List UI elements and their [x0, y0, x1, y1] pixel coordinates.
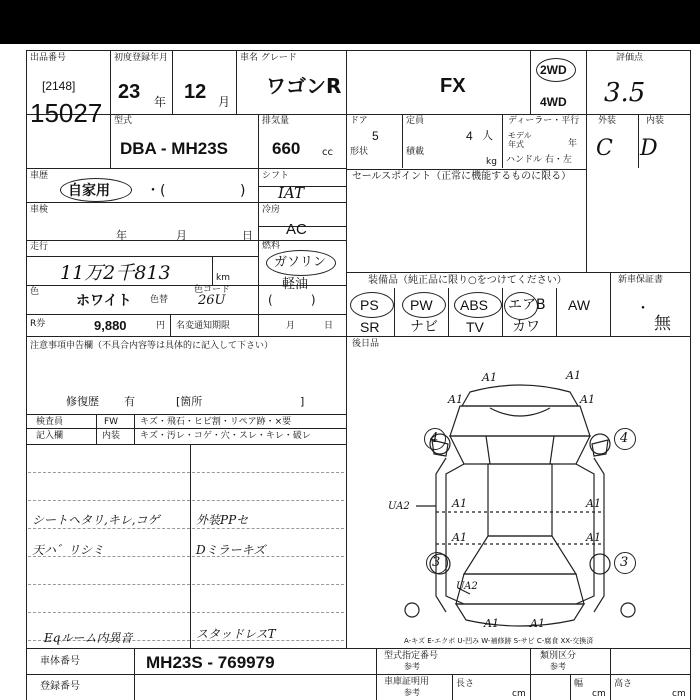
month-char: 月: [218, 95, 231, 109]
color-label: 色: [30, 287, 40, 297]
color-change-label: 色替: [150, 295, 169, 305]
doors: 5: [372, 129, 379, 143]
equipment-label: 装備品（純正品に限り○をつけてください）: [368, 275, 567, 286]
lot-number: 15027: [30, 98, 103, 128]
damage-mark-10: UA2: [456, 581, 478, 592]
type-spec-label: 型式指定番号: [384, 651, 439, 661]
history-rest: ・(: [146, 183, 166, 199]
equip-sr: SR: [360, 319, 380, 335]
displacement-value: 660: [272, 139, 301, 158]
note-line1: シートヘタリ,キレ,コゲ: [32, 513, 160, 527]
type-spec-ref: 参考: [404, 662, 420, 671]
circled-mark-3: 3: [432, 555, 441, 570]
model-name: ワゴンR: [266, 74, 342, 98]
tax-month: 月: [286, 321, 296, 331]
equip-ps: PS: [360, 297, 379, 313]
damage-mark-7: UA2: [388, 501, 410, 512]
door-label: ドア: [350, 116, 368, 126]
inspection-month: 月: [176, 229, 187, 242]
year-char: 年: [154, 95, 167, 109]
shift-value: IAT: [278, 184, 304, 202]
drive-4wd: 4WD: [540, 95, 567, 109]
equip-aw: AW: [568, 297, 591, 313]
garage-cert-ref: 参考: [404, 688, 420, 697]
width-unit: cm: [592, 689, 606, 699]
damage-mark-9: A1: [586, 531, 601, 544]
inspection-year: 年: [116, 229, 127, 242]
exterior-grade: C: [596, 136, 613, 161]
reg-number-label: 登録番号: [40, 681, 80, 692]
exterior-label: 外装: [598, 116, 617, 126]
history-paren-close: ): [240, 183, 246, 199]
damage-mark-3: A1: [448, 393, 463, 406]
damage-mark-12: A1: [530, 617, 545, 630]
note-line3: Eqルーム内異音: [44, 631, 133, 645]
lot-label: 出品番号: [30, 53, 67, 63]
circled-mark-4-ring: [614, 552, 636, 574]
width-label: 幅: [574, 679, 584, 689]
recycle-label: R券: [30, 319, 46, 329]
inspection-day: 日: [242, 229, 253, 242]
capacity-unit: 人: [482, 129, 493, 142]
length-label: 長さ: [456, 679, 475, 689]
inspector-fw: FW: [104, 417, 119, 427]
damage-mark-8: A1: [452, 531, 467, 544]
equip-pw: PW: [410, 297, 433, 313]
shape-label: 形状: [350, 147, 369, 157]
equip-leather: カワ: [512, 319, 540, 335]
interior-label: 内装: [646, 116, 665, 126]
score-label: 評価点: [616, 53, 644, 63]
inspector-label-1: 検査員: [36, 417, 64, 427]
category-label: 類別区分: [540, 651, 577, 661]
grade: FX: [440, 75, 466, 97]
fuel-label: 燃料: [262, 241, 281, 251]
inspector-label-2: 記入欄: [36, 431, 64, 441]
repair-location: [箇所: [176, 395, 203, 408]
equip-airbag: エアB: [508, 297, 546, 313]
rear-seat-label: 後日品: [352, 339, 380, 349]
fuel-alt: 軽油: [282, 277, 309, 292]
chassis-value: MH23S - 769979: [146, 653, 275, 672]
damage-mark-5: A1: [452, 497, 467, 510]
recycle-value: 9,880: [94, 318, 127, 333]
reg-year: 23: [118, 81, 141, 103]
color-code-label: 色コード: [194, 285, 231, 295]
damage-mark-6: A1: [586, 497, 601, 510]
drive-2wd: 2WD: [540, 63, 567, 77]
inspection-label: 車検: [30, 205, 49, 215]
recycle-yen: 円: [156, 321, 166, 331]
top-black-bar: [0, 0, 700, 44]
garage-cert-label: 車庫証明用: [384, 677, 430, 687]
interior-grade: D: [640, 136, 658, 161]
note-line3b: スタッドレスT: [196, 627, 276, 641]
lot-small: [2148]: [42, 79, 76, 93]
km-unit: km: [216, 273, 230, 283]
circled-mark-1-ring: [424, 428, 446, 450]
sales-points-label: セールスポイント（正常に機能するものに限る）: [352, 171, 572, 182]
handle-label: ハンドル 右・左: [506, 155, 572, 165]
height-unit: cm: [672, 689, 686, 699]
circled-mark-4: 3: [620, 555, 629, 570]
color-code: 26U: [198, 293, 226, 308]
mileage-value: 11万2千813: [60, 262, 171, 284]
fuel-value: ガソリン: [274, 255, 327, 270]
damage-mark-2: A1: [566, 369, 581, 382]
car-diagram: [0, 44, 700, 700]
equip-abs: ABS: [460, 297, 489, 313]
repair-label: 修復歴: [66, 395, 99, 408]
repair-value: 有: [124, 395, 135, 408]
warranty-label: 新車保証書: [618, 275, 664, 285]
model-year-char: 年: [568, 139, 578, 149]
score-value: 3.5: [604, 78, 646, 108]
circled-mark-2-ring: [614, 428, 636, 450]
shift-label: シフト: [262, 171, 290, 181]
note-line2: 天ハ゛リシミ: [32, 543, 105, 557]
ac-label: 冷房: [262, 205, 281, 215]
model-year-label: モデル 年式: [508, 131, 532, 149]
note-line2b: Dミラーキズ: [196, 543, 266, 557]
chassis-label: 車体番号: [40, 656, 80, 667]
damage-legend: A-キズ E-エクボ U-凹み W-補修跡 S-サビ C-腐食 XX-交換済: [404, 637, 594, 645]
category-ref: 参考: [550, 662, 566, 671]
damage-mark-11: A1: [484, 617, 499, 630]
circled-mark-2: 4: [620, 431, 629, 446]
height-label: 高さ: [614, 679, 633, 689]
ac-value: AC: [286, 221, 307, 238]
equip-tv: TV: [466, 319, 484, 335]
warranty-value: 無: [654, 314, 671, 334]
circled-mark-1: 4: [430, 431, 439, 446]
repair-bracket: ]: [300, 395, 305, 408]
circled-mark-3-ring: [426, 552, 448, 574]
load-label: 積載: [406, 147, 425, 157]
color-paren: ( ): [268, 293, 316, 307]
model-name-label: 車名 グレード: [240, 53, 297, 63]
type-label: 型式: [114, 116, 133, 126]
damage-mark-1: A1: [482, 371, 497, 384]
type-value: DBA - MH23S: [120, 139, 228, 158]
damage-mark-4: A1: [580, 393, 595, 406]
equip-navi: ナビ: [410, 319, 438, 335]
displacement-label: 排気量: [262, 116, 290, 126]
first-reg-label: 初度登録年月: [114, 53, 169, 63]
capacity: 4: [466, 129, 473, 143]
inspector-interior: 内装: [102, 431, 121, 441]
tax-day: 日: [324, 321, 334, 331]
color-value: ホワイト: [76, 293, 132, 309]
notes-label: 注意事項申告欄（不具合内容等は具体的に記入して下さい）: [30, 341, 274, 351]
inspector-fw-text: キズ・飛石・ヒビ割・リペア跡・×要: [140, 417, 292, 427]
cc-unit: cc: [322, 147, 333, 158]
tax-label: 名変通知期限: [176, 321, 231, 331]
capacity-label: 定員: [406, 116, 425, 126]
kg-unit: kg: [486, 157, 497, 167]
history-value: 自家用: [68, 183, 110, 199]
inspector-interior-text: キズ・汚レ・コゲ・穴・スレ・キレ・破レ: [140, 431, 311, 441]
auction-sheet: [0, 44, 700, 700]
note-line1b: 外装PPセ: [196, 513, 249, 527]
reg-month: 12: [184, 81, 207, 103]
dealer-label: ディーラー・平行: [508, 116, 580, 126]
length-unit: cm: [512, 689, 526, 699]
history-label: 車歴: [30, 171, 49, 181]
mileage-label: 走行: [30, 242, 49, 252]
warranty-dot: ・: [636, 301, 650, 317]
